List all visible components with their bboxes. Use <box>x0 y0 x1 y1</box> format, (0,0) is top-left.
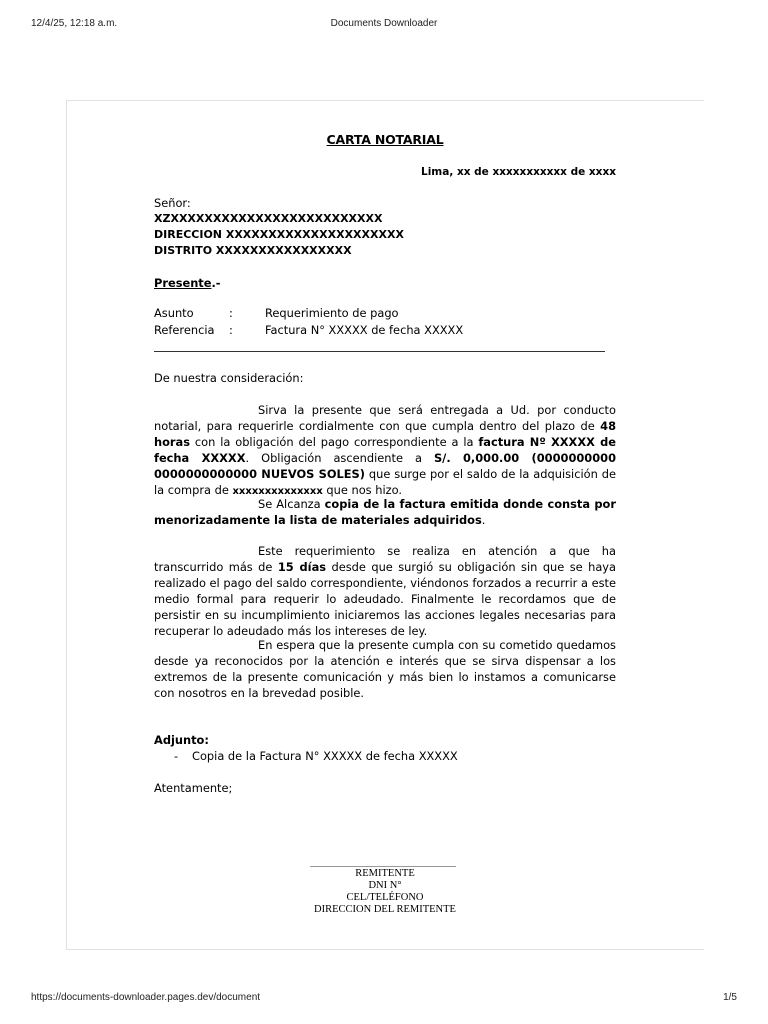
attachment-bullet: - <box>174 749 179 763</box>
subject-label: Asunto <box>154 306 194 320</box>
letter-title: CARTA NOTARIAL <box>326 132 444 147</box>
attachment-item: Copia de la Factura N° XXXXX de fecha XXXXX <box>192 749 458 763</box>
p2-text-1: Se Alcanza <box>258 497 325 511</box>
paragraph-payment-request <box>154 402 616 501</box>
p3-bold-days: 15 días <box>277 560 327 575</box>
p1-bold-deadline: 48 horas <box>154 419 616 450</box>
attachment-label: Adjunto: <box>154 733 209 747</box>
subject-value: Requerimiento de pago <box>265 306 399 320</box>
p1-text-3: . Obligación ascendiente a <box>245 451 434 466</box>
closing-text: Atentamente; <box>154 781 233 795</box>
print-page-title: Documents Downloader <box>330 18 438 29</box>
salutation: Señor: <box>154 196 191 210</box>
paragraph-overdue <box>154 543 616 640</box>
signature-sender: REMITENTE <box>355 868 415 879</box>
p1-text-4: que surge por el saldo de la adquisición de la compra de <box>154 467 616 498</box>
p1-text-5: que nos hizo. <box>322 483 402 498</box>
print-url: https://documents-downloader.pages.dev/document <box>31 992 261 1003</box>
signature-phone: CEL/TELÉFONO <box>346 892 424 903</box>
p3-text-2: desde que surgió su obligación sin que se haya realizado el pago del saldo correspondiente, viéndonos forzados a recurrir a este medio formal para requerir lo adeudado. Finalmente le recordamos que de persistir en su incumplimiento iniciaremos las acciones legales necesarias para recuperar lo adeudado más los intereses de ley. <box>154 560 617 639</box>
presente-word: Presente <box>154 276 212 290</box>
signature-address: DIRECCION DEL REMITENTE <box>314 904 456 915</box>
paragraph-closing-request: En espera que la presente cumpla con su cometido quedamos desde ya reconocidos por la atención e interés que se sirva dispensar a los extremos de la presente comunicación y más bien lo instamos a comunicarse con nosotros en la brevedad posible. <box>154 638 616 701</box>
greeting: De nuestra consideración: <box>154 371 304 385</box>
letter-date: Lima, xx de xxxxxxxxxxx de xxxx <box>421 166 616 178</box>
p3-text-1: Este requerimiento se realiza en atención a que ha transcurrido más de <box>154 544 616 575</box>
presente-suffix: .- <box>211 276 221 290</box>
print-timestamp: 12/4/25, 12:18 a.m. <box>31 18 118 29</box>
reference-colon: : <box>229 323 233 337</box>
reference-label: Referencia <box>154 323 215 337</box>
paragraph-invoice-copy <box>154 496 616 528</box>
print-page-count: 1/5 <box>723 992 737 1003</box>
recipient-address: DIRECCION XXXXXXXXXXXXXXXXXXXXX <box>154 228 404 241</box>
p1-bold-invoice: factura Nº XXXXX de fecha XXXXX <box>154 435 616 466</box>
separator-rule <box>154 351 605 352</box>
recipient-name: XZXXXXXXXXXXXXXXXXXXXXXXXXX <box>154 212 383 225</box>
presente-line <box>154 276 221 290</box>
p1-text-2: con la obligación del pago correspondiente a la <box>190 435 479 450</box>
p1-text-1: Sirva la presente que será entregada a Ud. por conducto notarial, para requerirle cordialmente con que cumpla dentro del plazo de <box>154 403 616 434</box>
p2-bold-materials: copia de la factura emitida donde consta por menorizadamente la lista de materiales adquiridos <box>154 497 617 528</box>
signature-dni: DNI N° <box>368 880 402 891</box>
p1-bold-purchase: xxxxxxxxxxxxxx <box>232 486 323 498</box>
p2-text-2: . <box>481 513 486 528</box>
signature-line <box>310 866 456 867</box>
p1-bold-amount: S/. 0,000.00 (0000000000 0000000000000 NUEVOS SOLES) <box>154 451 617 482</box>
subject-colon: : <box>229 306 233 320</box>
recipient-district: DISTRITO XXXXXXXXXXXXXXXX <box>154 244 352 257</box>
reference-value: Factura N° XXXXX de fecha XXXXX <box>265 323 464 337</box>
